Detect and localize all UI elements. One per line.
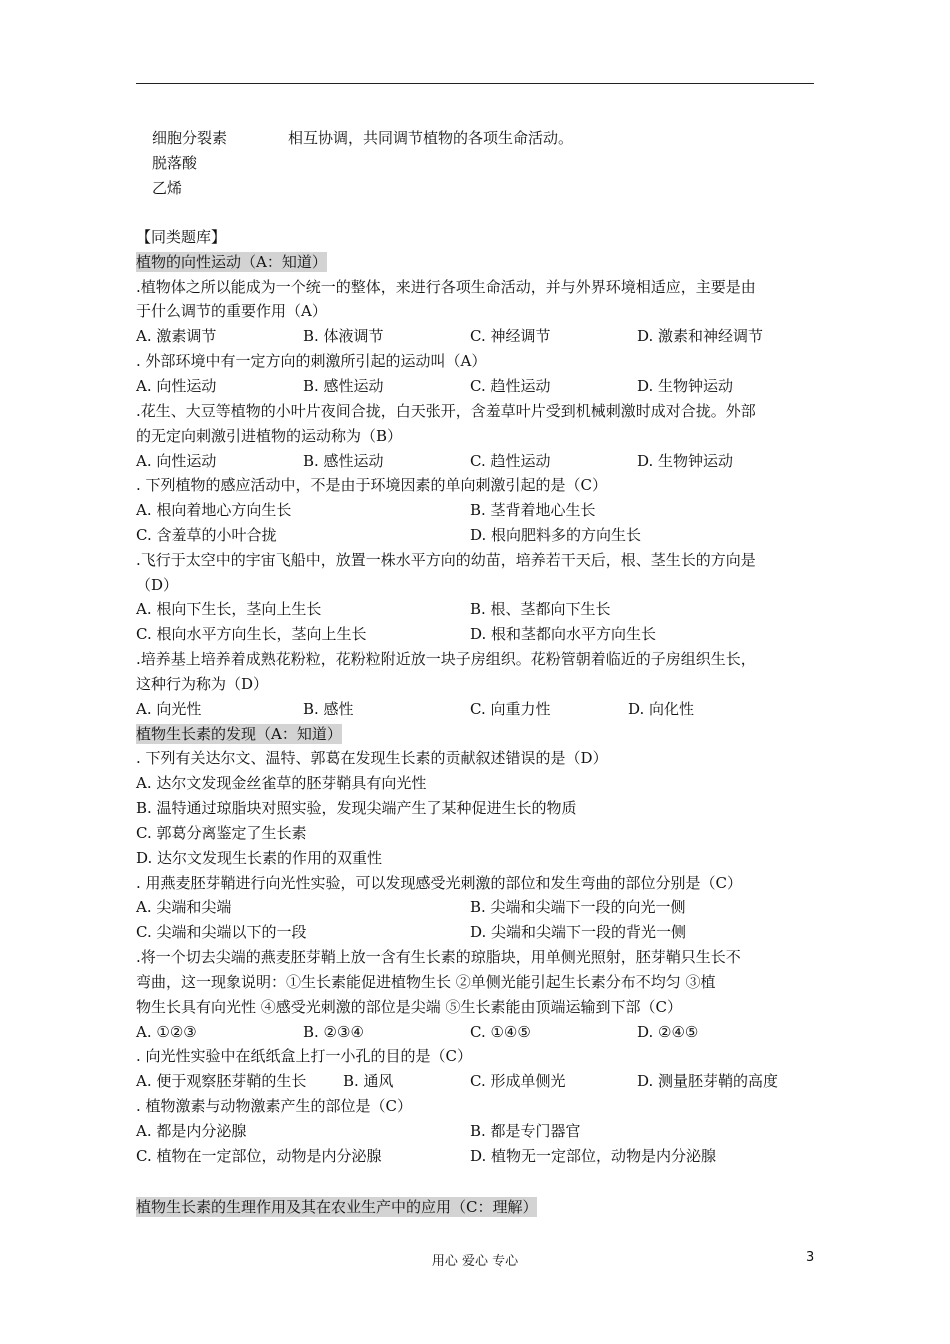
question-9: .将一个切去尖端的燕麦胚芽鞘上放一含有生长素的琼脂块，用单侧光照射，胚芽鞘只生长不: [136, 948, 741, 966]
q5-option-c: C. 根向水平方向生长，茎向上生长: [136, 625, 367, 643]
q5-option-d: D. 根和茎都向水平方向生长: [470, 625, 657, 643]
q8-option-d: D. 尖端和尖端下一段的背光一侧: [470, 923, 687, 941]
q3-option-a: A. 向性运动: [136, 452, 217, 470]
q9-option-b: B. ②③④: [303, 1023, 364, 1041]
q8-option-c: C. 尖端和尖端以下的一段: [136, 923, 307, 941]
q5-option-b: B. 根、茎都向下生长: [470, 600, 611, 618]
question-2: . 外部环境中有一定方向的刺激所引起的运动叫（A）: [136, 352, 487, 370]
q1-option-d: D. 激素和神经调节: [637, 327, 764, 345]
q1-option-c: C. 神经调节: [470, 327, 551, 345]
q9-option-d: D. ②④⑤: [637, 1023, 699, 1041]
q6-option-c: C. 向重力性: [470, 700, 551, 718]
q9-option-a: A. ①②③: [136, 1023, 197, 1041]
section-title-2: 植物生长素的发现（A：知道）: [136, 725, 342, 743]
question-9-cont-1: 弯曲，这一现象说明：①生长素能促进植物生长 ②单侧光能引起生长素分布不均匀 ③植: [136, 973, 716, 991]
q2-option-a: A. 向性运动: [136, 377, 217, 395]
q8-option-a: A. 尖端和尖端: [136, 898, 232, 916]
q10-option-d: D. 测量胚芽鞘的高度: [637, 1072, 779, 1090]
question-1-cont: 于什么调节的重要作用（A）: [136, 302, 327, 320]
intro-item-2: 脱落酸: [152, 154, 198, 172]
question-6: .培养基上培养着成熟花粉粒，花粉粒附近放一块子房组织。花粉管朝着临近的子房组织生长，: [136, 650, 756, 668]
q3-option-b: B. 感性运动: [303, 452, 384, 470]
q7-option-b: B. 温特通过琼脂块对照实验，发现尖端产生了某种促进生长的物质: [136, 799, 577, 817]
q7-option-a: A. 达尔文发现金丝雀草的胚芽鞘具有向光性: [136, 774, 427, 792]
q6-option-b: B. 感性: [303, 700, 354, 718]
question-8: . 用燕麦胚芽鞘进行向光性实验，可以发现感受光刺激的部位和发生弯曲的部位分别是（C）: [136, 874, 743, 892]
question-9-cont-2: 物生长具有向光性 ④感受光刺激的部位是尖端 ⑤生长素能由顶端运输到下部（C）: [136, 998, 683, 1016]
section-title-3: 植物生长素的生理作用及其在农业生产中的应用（C：理解）: [136, 1198, 538, 1216]
page-number: 3: [806, 1250, 815, 1265]
question-4: . 下列植物的感应活动中，不是由于环境因素的单向刺激引起的是（C）: [136, 476, 608, 494]
q11-option-c: C. 植物在一定部位，动物是内分泌腺: [136, 1147, 382, 1165]
header-rule: [136, 83, 814, 84]
q4-option-a: A. 根向着地心方向生长: [136, 501, 292, 519]
intro-item-3: 乙烯: [152, 179, 183, 197]
q8-option-b: B. 尖端和尖端下一段的向光一侧: [470, 898, 686, 916]
q11-option-b: B. 都是专门器官: [470, 1122, 581, 1140]
q1-option-b: B. 体液调节: [303, 327, 384, 345]
question-5-cont: （D）: [136, 576, 179, 594]
q2-option-c: C. 趋性运动: [470, 377, 551, 395]
q10-option-b: B. 通风: [343, 1072, 394, 1090]
q3-option-c: C. 趋性运动: [470, 452, 551, 470]
question-1: .植物体之所以能成为一个统一的整体，来进行各项生命活动，并与外界环境相适应，主要是由: [136, 278, 756, 296]
q11-option-a: A. 都是内分泌腺: [136, 1122, 247, 1140]
q2-option-b: B. 感性运动: [303, 377, 384, 395]
q4-option-c: C. 含羞草的小叶合拢: [136, 526, 277, 544]
question-11: . 植物激素与动物激素产生的部位是（C）: [136, 1097, 413, 1115]
q10-option-c: C. 形成单侧光: [470, 1072, 566, 1090]
question-10: . 向光性实验中在纸纸盒上打一小孔的目的是（C）: [136, 1047, 473, 1065]
question-6-cont: 这种行为称为（D）: [136, 675, 269, 693]
q4-option-d: D. 根向肥料多的方向生长: [470, 526, 642, 544]
intro-item-1: 细胞分裂素: [152, 129, 228, 147]
q7-option-c: C. 郭葛分离鉴定了生长素: [136, 824, 307, 842]
q1-option-a: A. 激素调节: [136, 327, 217, 345]
intro-text: 相互协调，共同调节植物的各项生命活动。: [288, 129, 574, 147]
q4-option-b: B. 茎背着地心生长: [470, 501, 596, 519]
q5-option-a: A. 根向下生长，茎向上生长: [136, 600, 322, 618]
question-5: .飞行于太空中的宇宙飞船中，放置一株水平方向的幼苗，培养若干天后，根、茎生长的方向是: [136, 551, 756, 569]
q10-option-a: A. 便于观察胚芽鞘的生长: [136, 1072, 307, 1090]
question-3: .花生、大豆等植物的小叶片夜间合拢，白天张开，含羞草叶片受到机械刺激时成对合拢。外部: [136, 402, 756, 420]
q3-option-d: D. 生物钟运动: [637, 452, 734, 470]
section-title-1: 植物的向性运动（A：知道）: [136, 253, 327, 271]
question-3-cont: 的无定向刺激引进植物的运动称为（B）: [136, 427, 403, 445]
q6-option-a: A. 向光性: [136, 700, 202, 718]
q9-option-c: C. ①④⑤: [470, 1023, 531, 1041]
q6-option-d: D. 向化性: [628, 700, 695, 718]
question-7: . 下列有关达尔文、温特、郭葛在发现生长素的贡献叙述错误的是（D）: [136, 749, 608, 767]
footer-text: 用心 爱心 专心: [431, 1254, 519, 1269]
q11-option-d: D. 植物无一定部位，动物是内分泌腺: [470, 1147, 717, 1165]
q2-option-d: D. 生物钟运动: [637, 377, 734, 395]
bank-title: 【同类题库】: [136, 228, 227, 246]
q7-option-d: D. 达尔文发现生长素的作用的双重性: [136, 849, 383, 867]
